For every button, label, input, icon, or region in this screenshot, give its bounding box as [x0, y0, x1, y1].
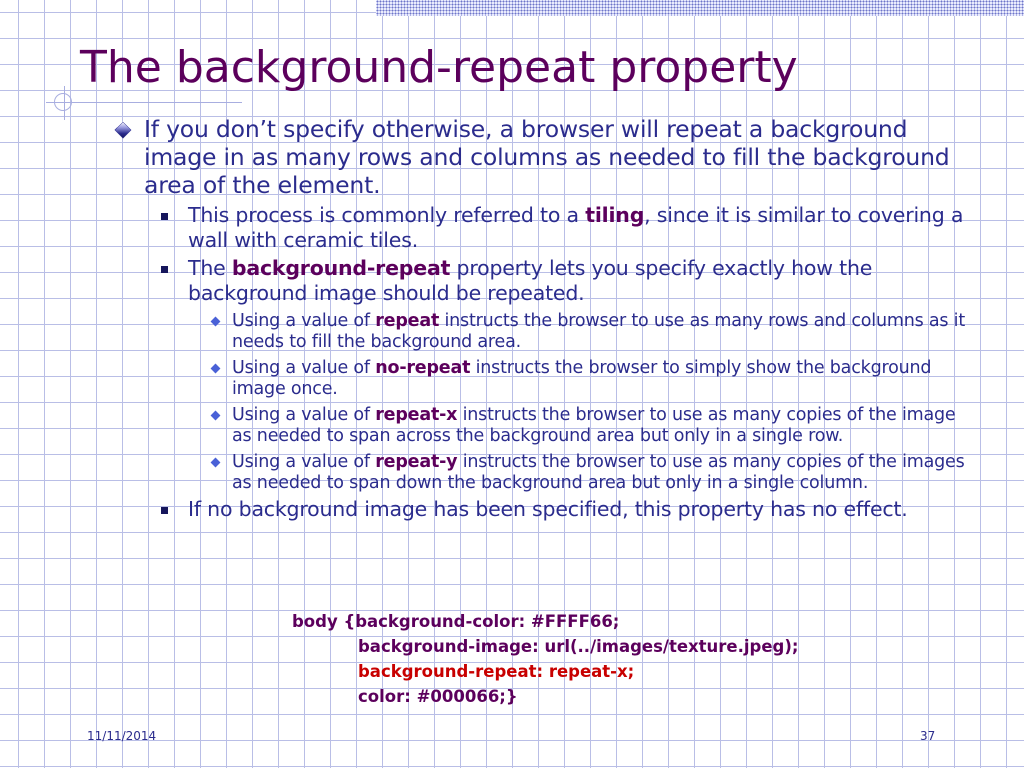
- subbullet-background-repeat-post: property lets you specify exactly how the background image should be repeated.: [188, 256, 873, 305]
- subsubbullet-repeat-y-emph: repeat-y: [375, 452, 458, 472]
- code-line-2: background-image: url(../images/texture.jpeg);: [358, 637, 799, 656]
- subsubbullet-repeat-x-emph: repeat-x: [375, 405, 458, 425]
- subsubbullet-repeat-x-post: instructs the browser to use as many copies of the image as needed to span across the background area but only in a single row.: [232, 405, 956, 446]
- code-line-4: color: #000066;}: [358, 687, 518, 706]
- subbullet-tiling-post: , since it is similar to covering a wall with ceramic tiles.: [188, 203, 964, 252]
- subsubbullet-repeat-y: [106, 452, 976, 494]
- bullet-1: [106, 115, 976, 199]
- subsubbullet-repeat-emph: repeat: [375, 311, 440, 331]
- slide-title: The background-repeat property: [80, 42, 798, 93]
- footer-date: 11/11/2014: [87, 729, 157, 743]
- top-decoration-band: [376, 0, 1024, 16]
- code-line-1: body {background-color: #FFFF66;: [292, 612, 620, 631]
- subsubbullet-repeat-x: [106, 405, 976, 447]
- title-decoration-line: [46, 102, 242, 103]
- small-diamond-bullet-icon: [211, 317, 221, 327]
- small-diamond-bullet-icon: [211, 411, 221, 421]
- page-number: 37: [920, 729, 936, 743]
- subbullet-background-repeat-emph: background-repeat: [231, 256, 451, 280]
- code-line-3-highlighted: background-repeat: repeat-x;: [358, 662, 635, 681]
- subbullet-tiling: [106, 203, 976, 253]
- small-diamond-bullet-icon: [211, 458, 221, 468]
- subsubbullet-repeat-post: instructs the browser to use as many rows and columns as it needs to fill the background area.: [232, 311, 965, 352]
- diamond-bullet-icon: [115, 122, 132, 139]
- subsubbullet-no-repeat-pre: Using a value of: [232, 358, 376, 378]
- bullet-1-text: If you don’t specify otherwise, a browser will repeat a background image in as many rows and columns as needed to fill the background area of the element.: [144, 115, 950, 199]
- subbullet-tiling-pre: This process is commonly referred to a: [188, 203, 586, 227]
- square-bullet-icon: [161, 266, 168, 273]
- subbullet-no-effect: [106, 497, 976, 522]
- subsubbullet-repeat: [106, 311, 976, 353]
- css-code-example: [292, 609, 942, 709]
- title-decoration-circle: [54, 93, 72, 111]
- subsubbullet-no-repeat-post: instructs the browser to simply show the background image once.: [232, 358, 932, 399]
- subsubbullet-no-repeat: [106, 358, 976, 400]
- subbullet-no-effect-text: If no background image has been specified, this property has no effect.: [188, 497, 908, 521]
- subsubbullet-repeat-y-pre: Using a value of: [232, 452, 376, 472]
- subsubbullet-repeat-pre: Using a value of: [232, 311, 376, 331]
- subbullet-background-repeat: [106, 256, 976, 306]
- subsubbullet-repeat-x-pre: Using a value of: [232, 405, 376, 425]
- slide-content: [106, 115, 976, 522]
- subbullet-tiling-emph: tiling: [585, 203, 645, 227]
- square-bullet-icon: [161, 507, 168, 514]
- subbullet-background-repeat-pre: The: [188, 256, 232, 280]
- small-diamond-bullet-icon: [211, 364, 221, 374]
- subsubbullet-no-repeat-emph: no-repeat: [375, 358, 471, 378]
- square-bullet-icon: [161, 213, 168, 220]
- subsubbullet-repeat-y-post: instructs the browser to use as many copies of the images as needed to span down the background area but only in a single column.: [232, 452, 965, 493]
